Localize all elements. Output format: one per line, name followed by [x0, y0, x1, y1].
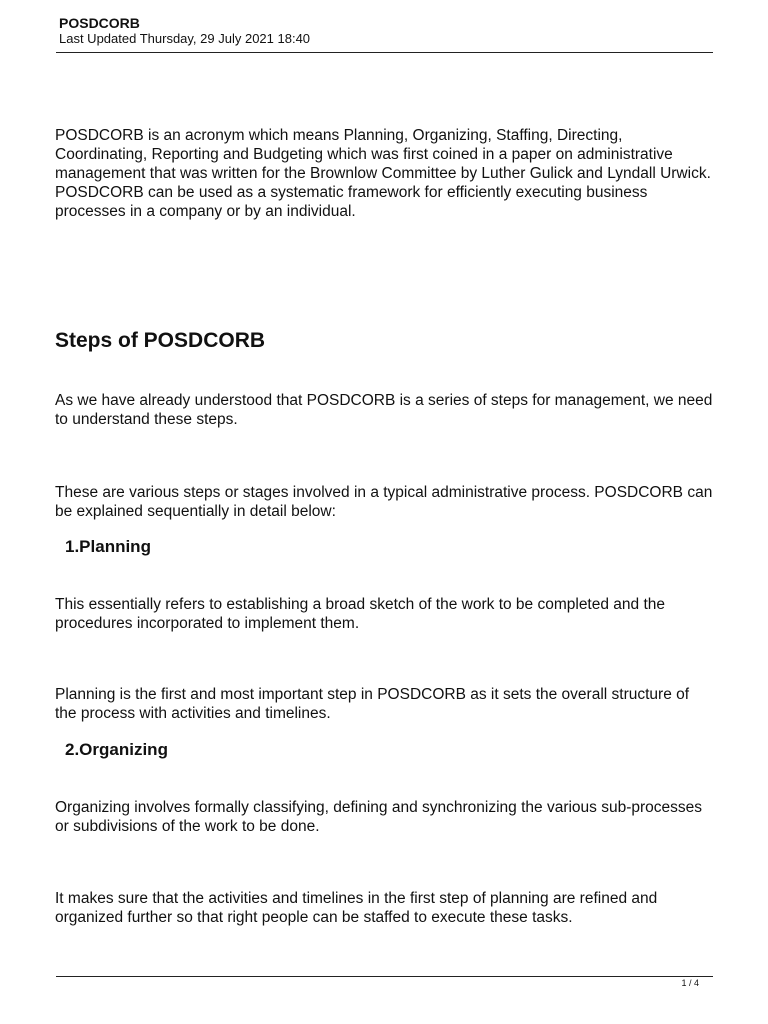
organizing-paragraph-1: Organizing involves formally classifying, defining and synchronizing the various sub-processes or subdivisions of the work to be done.	[55, 799, 703, 835]
planning-paragraph-2: Planning is the first and most important step in POSDCORB as it sets the overall structure of the process with activities and timelines.	[55, 686, 690, 722]
page-footer	[56, 976, 713, 991]
document-title: POSDCORB	[59, 15, 140, 31]
steps-heading: Steps of POSDCORB	[55, 329, 266, 352]
steps-paragraph-2: These are various steps or stages involved in a typical administrative process. POSDCORB can be explained sequentially in detail below:	[55, 484, 713, 520]
planning-heading: 1.Planning	[65, 537, 151, 556]
page-header	[56, 14, 713, 53]
page-number: 1 / 4	[681, 978, 699, 988]
planning-paragraph-1: This essentially refers to establishing a broad sketch of the work to be completed and the procedures incorporated to implement them.	[55, 596, 666, 632]
steps-paragraph-1: As we have already understood that POSDCORB is a series of steps for management, we need to understand these steps.	[55, 392, 713, 428]
intro-paragraph: POSDCORB is an acronym which means Planning, Organizing, Staffing, Directing, Coordinating, Reporting and Budgeting which was first coined in a paper on administrative management that was written for the Brownlow Committee by Luther Gulick and Lyndall Urwick. POSDCORB can be used as a systematic framework for efficiently executing business processes in a company or by an individual.	[55, 127, 711, 220]
organizing-paragraph-2: It makes sure that the activities and timelines in the first step of planning are refined and organized further so that right people can be staffed to execute these tasks.	[55, 890, 658, 926]
last-updated-timestamp: Last Updated Thursday, 29 July 2021 18:40	[59, 31, 311, 46]
organizing-heading: 2.Organizing	[65, 740, 168, 759]
